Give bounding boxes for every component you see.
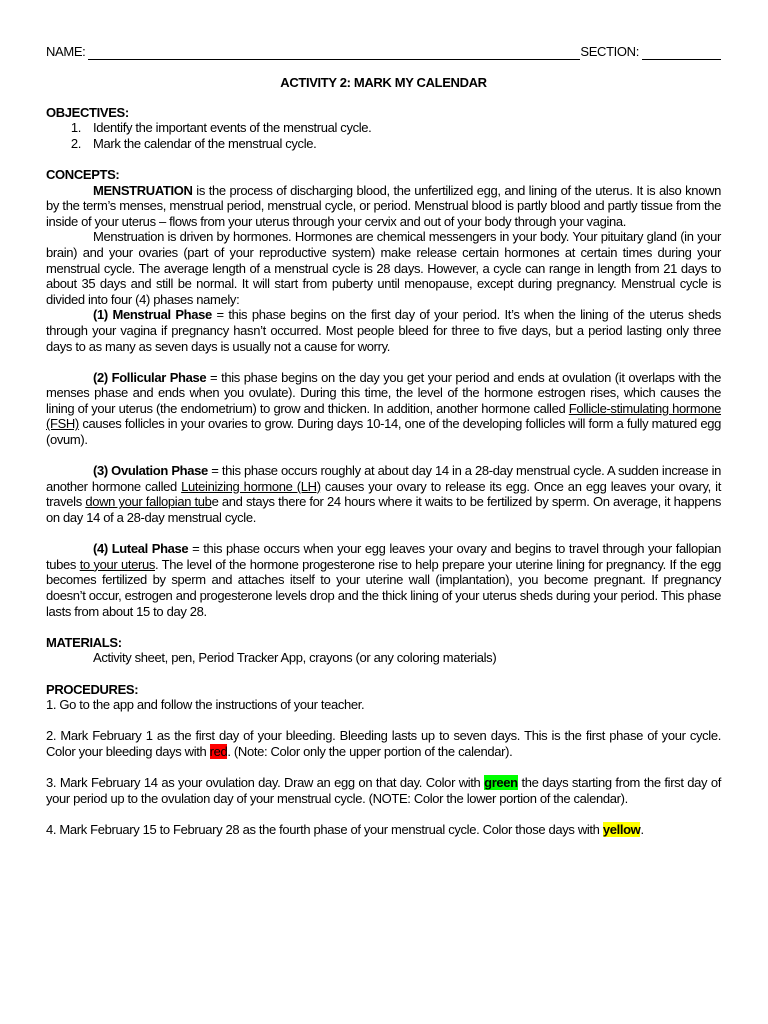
name-field[interactable] [88,45,580,60]
materials-heading: MATERIALS: [46,634,122,650]
procedures-heading: PROCEDURES: [46,681,139,697]
procedure-step-2: 2. Mark February 1 as the first day of your bleeding. Bleeding lasts up to seven days. This is the first phase of your cycle. Color your bleeding days with red. (Note: Color only the upper portion of the calendar). [46,728,721,759]
section-field[interactable] [642,45,721,60]
concepts-heading: CONCEPTS: [46,166,120,182]
objectives-list [46,120,721,151]
materials-text: Activity sheet, pen, Period Tracker App, crayons (or any coloring materials) [93,650,497,666]
green-highlight: green [484,775,518,791]
procedure-step-4: 4. Mark February 15 to February 28 as the fourth phase of your menstrual cycle. Color those days with yellow. [46,821,644,837]
page-title: ACTIVITY 2: MARK MY CALENDAR [280,75,487,90]
procedure-step-3: 3. Mark February 14 as your ovulation day. Draw an egg on that day. Color with green the days starting from the first day of your period up to the ovulation day of your menstrual cycle. (NOTE: Color the lower portion of the calendar). [46,775,721,806]
name-label: NAME: [46,44,86,60]
phase-follicular: (2) Follicular Phase = this phase begins on the day you get your period and ends at ovulation (it overlaps with the menses phase and ends when you ovulate). During this time, the level of the hormone estrogen rises, which causes the lining of your uterus (the endometrium) to grow and thicken. In addition, another hormone called Follicle-stimulating hormone (FSH) causes follicles in your ovaries to grow. During days 10-14, one of the developing follicles will form a fully matured egg (ovum). [46,369,722,448]
concept-paragraph-hormones: Menstruation is driven by hormones. Hormones are chemical messengers in your body. Your pituitary gland (in your brain) and your ovaries (part of your reproductive system) make release certain hormones at certain times during your menstrual cycle. The average length of a menstrual cycle is 28 days. However, a cycle can range in length from 21 days to about 35 days and still be normal. It will start from puberty until menopause, except during pregnancy. Menstrual cycle is divided into four (4) phases namely: [46,229,721,307]
phase-luteal: (4) Luteal Phase = this phase occurs when your egg leaves your ovary and begins to travel through your fallopian tubes to your uterus. The level of the hormone progesterone rise to help prepare your uterine lining for pregnancy. If the egg becomes fertilized by sperm and attaches itself to your uterine wall (implantation), you become pregnant. If pregnancy doesn’t occur, estrogen and progesterone levels drop and the thick lining of your uterus sheds during your period. This phase lasts from about 15 to day 28. [46,541,721,619]
phase-menstrual: (1) Menstrual Phase = this phase begins on the first day of your period. It’s when the lining of the uterus sheds through your vagina if pregnancy hasn’t occurred. Most people bleed for three to five days, but a period lasting only three days to as many as seven days is usually not a cause for worry. [46,307,721,354]
worksheet-page [46,42,721,838]
list-item: 2. Mark the calendar of the menstrual cycle. [70,135,317,151]
concept-paragraph-menstruation: MENSTRUATION is the process of discharging blood, the unfertilized egg, and lining of the uterus. It is also known by the term’s menses, menstrual period, menstrual cycle, or period. Menstrual blood is partly blood and partly tissue from the inside of your uterus – flows from your uterus through your cervix and out of your body through your vagina. [46,182,721,229]
header-row [46,42,721,60]
procedure-step-1: 1. Go to the app and follow the instructions of your teacher. [46,697,365,713]
list-item: 1. Identify the important events of the menstrual cycle. [70,120,372,136]
section-label: SECTION: [580,44,639,60]
objectives-heading: OBJECTIVES: [46,104,129,120]
phase-ovulation: (3) Ovulation Phase = this phase occurs roughly at about day 14 in a 28-day menstrual cycle. A sudden increase in another hormone called Luteinizing hormone (LH) causes your ovary to release its egg. Once an egg leaves your ovary, it travels down your fallopian tube and stays there for 24 hours where it waits to be fertilized by sperm. On average, it happens on day 14 of a 28-day menstrual cycle. [46,463,722,526]
yellow-highlight: yellow [602,821,641,837]
red-highlight: red [209,743,228,759]
